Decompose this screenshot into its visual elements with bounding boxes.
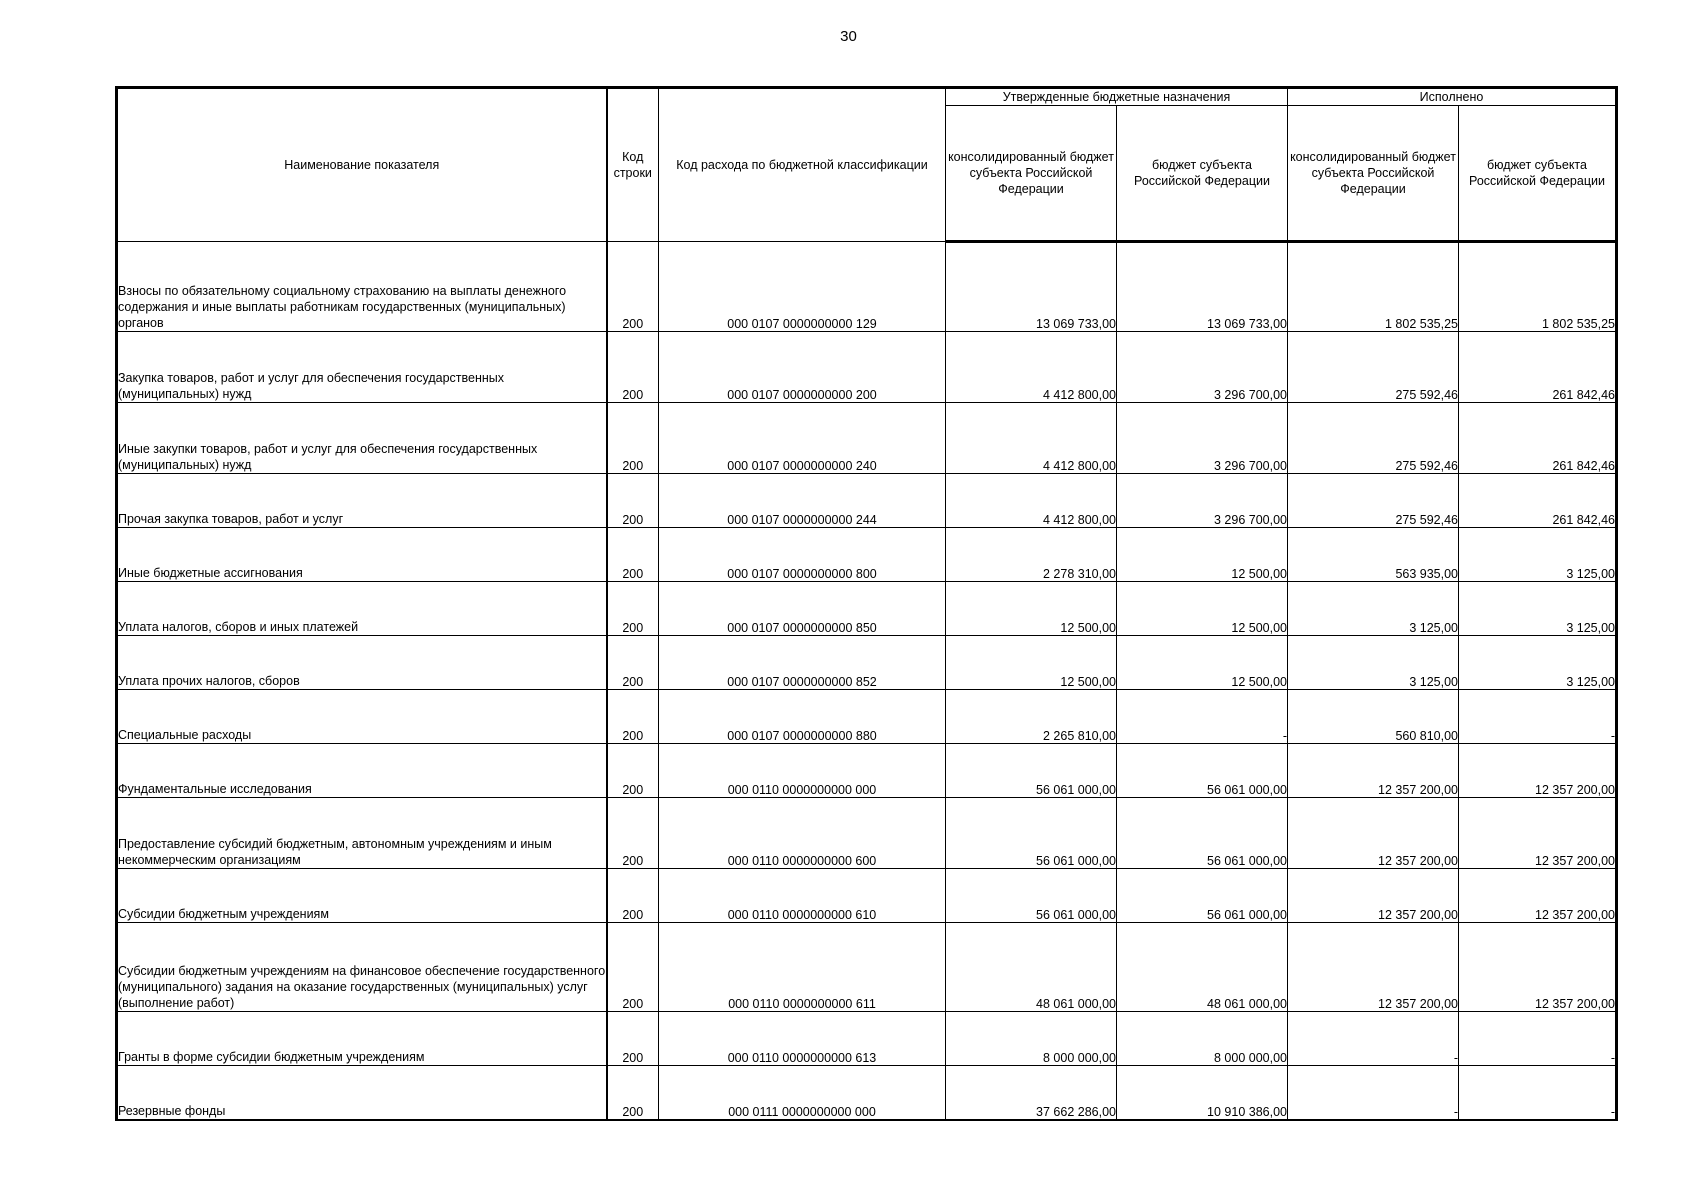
page-number: 30 bbox=[840, 28, 857, 45]
table-header bbox=[117, 88, 1617, 242]
row-code: 200 bbox=[607, 923, 659, 1012]
row-approved-subject: 13 069 733,00 bbox=[1117, 242, 1288, 332]
row-approved-consolidated: 37 662 286,00 bbox=[946, 1066, 1117, 1120]
row-executed-subject: 261 842,46 bbox=[1459, 474, 1617, 528]
row-executed-subject: - bbox=[1459, 1066, 1617, 1120]
row-executed-subject: 12 357 200,00 bbox=[1459, 798, 1617, 869]
row-classification-code: 000 0107 0000000000 129 bbox=[659, 242, 946, 332]
row-executed-subject: 1 802 535,25 bbox=[1459, 242, 1617, 332]
row-executed-consolidated: 275 592,46 bbox=[1288, 332, 1459, 403]
table-row bbox=[117, 528, 1617, 582]
row-code: 200 bbox=[607, 798, 659, 869]
row-code: 200 bbox=[607, 1066, 659, 1120]
row-code: 200 bbox=[607, 528, 659, 582]
row-name: Закупка товаров, работ и услуг для обеспечения государственных (муниципальных) нужд bbox=[117, 332, 607, 403]
row-classification-code: 000 0107 0000000000 240 bbox=[659, 403, 946, 474]
row-approved-consolidated: 8 000 000,00 bbox=[946, 1012, 1117, 1066]
row-classification-code: 000 0107 0000000000 852 bbox=[659, 636, 946, 690]
row-approved-consolidated: 56 061 000,00 bbox=[946, 869, 1117, 923]
row-approved-subject: - bbox=[1117, 690, 1288, 744]
row-code: 200 bbox=[607, 582, 659, 636]
table-row bbox=[117, 474, 1617, 528]
row-classification-code: 000 0110 0000000000 600 bbox=[659, 798, 946, 869]
table-row bbox=[117, 690, 1617, 744]
row-executed-subject: 12 357 200,00 bbox=[1459, 744, 1617, 798]
table-row bbox=[117, 798, 1617, 869]
row-classification-code: 000 0107 0000000000 850 bbox=[659, 582, 946, 636]
row-executed-consolidated: 275 592,46 bbox=[1288, 403, 1459, 474]
row-approved-consolidated: 48 061 000,00 bbox=[946, 923, 1117, 1012]
row-classification-code: 000 0110 0000000000 613 bbox=[659, 1012, 946, 1066]
row-executed-consolidated: 3 125,00 bbox=[1288, 582, 1459, 636]
row-executed-subject: 261 842,46 bbox=[1459, 403, 1617, 474]
header-name: Наименование показателя bbox=[117, 88, 607, 242]
row-classification-code: 000 0110 0000000000 000 bbox=[659, 744, 946, 798]
row-approved-subject: 3 296 700,00 bbox=[1117, 403, 1288, 474]
row-code: 200 bbox=[607, 332, 659, 403]
row-code: 200 bbox=[607, 690, 659, 744]
header-executed: Исполнено bbox=[1288, 88, 1617, 106]
row-approved-subject: 12 500,00 bbox=[1117, 582, 1288, 636]
header-approved-consolidated: консолидированный бюджет субъекта Российской Федерации bbox=[946, 106, 1117, 242]
row-code: 200 bbox=[607, 869, 659, 923]
row-executed-subject: - bbox=[1459, 690, 1617, 744]
table-row bbox=[117, 636, 1617, 690]
row-approved-subject: 48 061 000,00 bbox=[1117, 923, 1288, 1012]
row-approved-subject: 3 296 700,00 bbox=[1117, 332, 1288, 403]
row-executed-consolidated: 560 810,00 bbox=[1288, 690, 1459, 744]
table-row bbox=[117, 582, 1617, 636]
header-code: Код строки bbox=[607, 88, 659, 242]
row-executed-consolidated: - bbox=[1288, 1066, 1459, 1120]
row-name: Специальные расходы bbox=[117, 690, 607, 744]
row-approved-subject: 56 061 000,00 bbox=[1117, 798, 1288, 869]
row-executed-subject: 3 125,00 bbox=[1459, 528, 1617, 582]
header-approved-subject: бюджет субъекта Российской Федерации bbox=[1117, 106, 1288, 242]
row-name: Гранты в форме субсидии бюджетным учреждениям bbox=[117, 1012, 607, 1066]
row-executed-consolidated: 275 592,46 bbox=[1288, 474, 1459, 528]
row-executed-subject: - bbox=[1459, 1012, 1617, 1066]
row-name: Фундаментальные исследования bbox=[117, 744, 607, 798]
row-executed-consolidated: 563 935,00 bbox=[1288, 528, 1459, 582]
table-row bbox=[117, 744, 1617, 798]
row-executed-consolidated: 3 125,00 bbox=[1288, 636, 1459, 690]
row-executed-subject: 3 125,00 bbox=[1459, 636, 1617, 690]
row-code: 200 bbox=[607, 474, 659, 528]
row-code: 200 bbox=[607, 403, 659, 474]
budget-execution-table bbox=[115, 86, 1618, 1121]
row-code: 200 bbox=[607, 636, 659, 690]
table-row bbox=[117, 332, 1617, 403]
row-executed-consolidated: 12 357 200,00 bbox=[1288, 923, 1459, 1012]
row-executed-subject: 12 357 200,00 bbox=[1459, 923, 1617, 1012]
table-row bbox=[117, 1066, 1617, 1120]
table-body bbox=[117, 242, 1617, 1120]
row-name: Уплата прочих налогов, сборов bbox=[117, 636, 607, 690]
table-row bbox=[117, 242, 1617, 332]
row-approved-consolidated: 12 500,00 bbox=[946, 582, 1117, 636]
row-name: Взносы по обязательному социальному страхованию на выплаты денежного содержания и иные выплаты работникам государственных (муниципальных) органов bbox=[117, 242, 607, 332]
row-approved-consolidated: 13 069 733,00 bbox=[946, 242, 1117, 332]
row-classification-code: 000 0107 0000000000 800 bbox=[659, 528, 946, 582]
row-code: 200 bbox=[607, 744, 659, 798]
row-approved-subject: 8 000 000,00 bbox=[1117, 1012, 1288, 1066]
table-row bbox=[117, 1012, 1617, 1066]
table-row bbox=[117, 403, 1617, 474]
row-approved-subject: 3 296 700,00 bbox=[1117, 474, 1288, 528]
row-approved-consolidated: 4 412 800,00 bbox=[946, 332, 1117, 403]
row-executed-subject: 3 125,00 bbox=[1459, 582, 1617, 636]
row-approved-consolidated: 56 061 000,00 bbox=[946, 798, 1117, 869]
row-name: Субсидии бюджетным учреждениям bbox=[117, 869, 607, 923]
row-name: Иные бюджетные ассигнования bbox=[117, 528, 607, 582]
row-name: Иные закупки товаров, работ и услуг для обеспечения государственных (муниципальных) нужд bbox=[117, 403, 607, 474]
row-approved-consolidated: 2 278 310,00 bbox=[946, 528, 1117, 582]
row-executed-consolidated: 12 357 200,00 bbox=[1288, 798, 1459, 869]
row-approved-subject: 10 910 386,00 bbox=[1117, 1066, 1288, 1120]
row-classification-code: 000 0111 0000000000 000 bbox=[659, 1066, 946, 1120]
row-name: Резервные фонды bbox=[117, 1066, 607, 1120]
row-executed-consolidated: 12 357 200,00 bbox=[1288, 869, 1459, 923]
row-code: 200 bbox=[607, 242, 659, 332]
row-classification-code: 000 0107 0000000000 880 bbox=[659, 690, 946, 744]
header-executed-consolidated: консолидированный бюджет субъекта Российской Федерации bbox=[1288, 106, 1459, 242]
row-name: Уплата налогов, сборов и иных платежей bbox=[117, 582, 607, 636]
row-approved-consolidated: 56 061 000,00 bbox=[946, 744, 1117, 798]
row-executed-subject: 12 357 200,00 bbox=[1459, 869, 1617, 923]
header-approved: Утвержденные бюджетные назначения bbox=[946, 88, 1288, 106]
row-approved-subject: 56 061 000,00 bbox=[1117, 744, 1288, 798]
row-executed-consolidated: - bbox=[1288, 1012, 1459, 1066]
row-executed-subject: 261 842,46 bbox=[1459, 332, 1617, 403]
row-code: 200 bbox=[607, 1012, 659, 1066]
row-classification-code: 000 0107 0000000000 244 bbox=[659, 474, 946, 528]
row-executed-consolidated: 1 802 535,25 bbox=[1288, 242, 1459, 332]
row-approved-consolidated: 4 412 800,00 bbox=[946, 474, 1117, 528]
row-approved-consolidated: 12 500,00 bbox=[946, 636, 1117, 690]
row-executed-consolidated: 12 357 200,00 bbox=[1288, 744, 1459, 798]
row-name: Предоставление субсидий бюджетным, автономным учреждениям и иным некоммерческим организациям bbox=[117, 798, 607, 869]
table-row bbox=[117, 923, 1617, 1012]
header-classification: Код расхода по бюджетной классификации bbox=[659, 88, 946, 242]
row-classification-code: 000 0107 0000000000 200 bbox=[659, 332, 946, 403]
row-name: Прочая закупка товаров, работ и услуг bbox=[117, 474, 607, 528]
header-executed-subject: бюджет субъекта Российской Федерации bbox=[1459, 106, 1617, 242]
table-row bbox=[117, 869, 1617, 923]
row-approved-consolidated: 2 265 810,00 bbox=[946, 690, 1117, 744]
row-approved-consolidated: 4 412 800,00 bbox=[946, 403, 1117, 474]
row-approved-subject: 12 500,00 bbox=[1117, 636, 1288, 690]
row-approved-subject: 56 061 000,00 bbox=[1117, 869, 1288, 923]
row-classification-code: 000 0110 0000000000 610 bbox=[659, 869, 946, 923]
row-approved-subject: 12 500,00 bbox=[1117, 528, 1288, 582]
row-classification-code: 000 0110 0000000000 611 bbox=[659, 923, 946, 1012]
row-name: Субсидии бюджетным учреждениям на финансовое обеспечение государственного (муниципального) задания на оказание государственных (муниципальных) услуг (выполнение работ) bbox=[117, 923, 607, 1012]
